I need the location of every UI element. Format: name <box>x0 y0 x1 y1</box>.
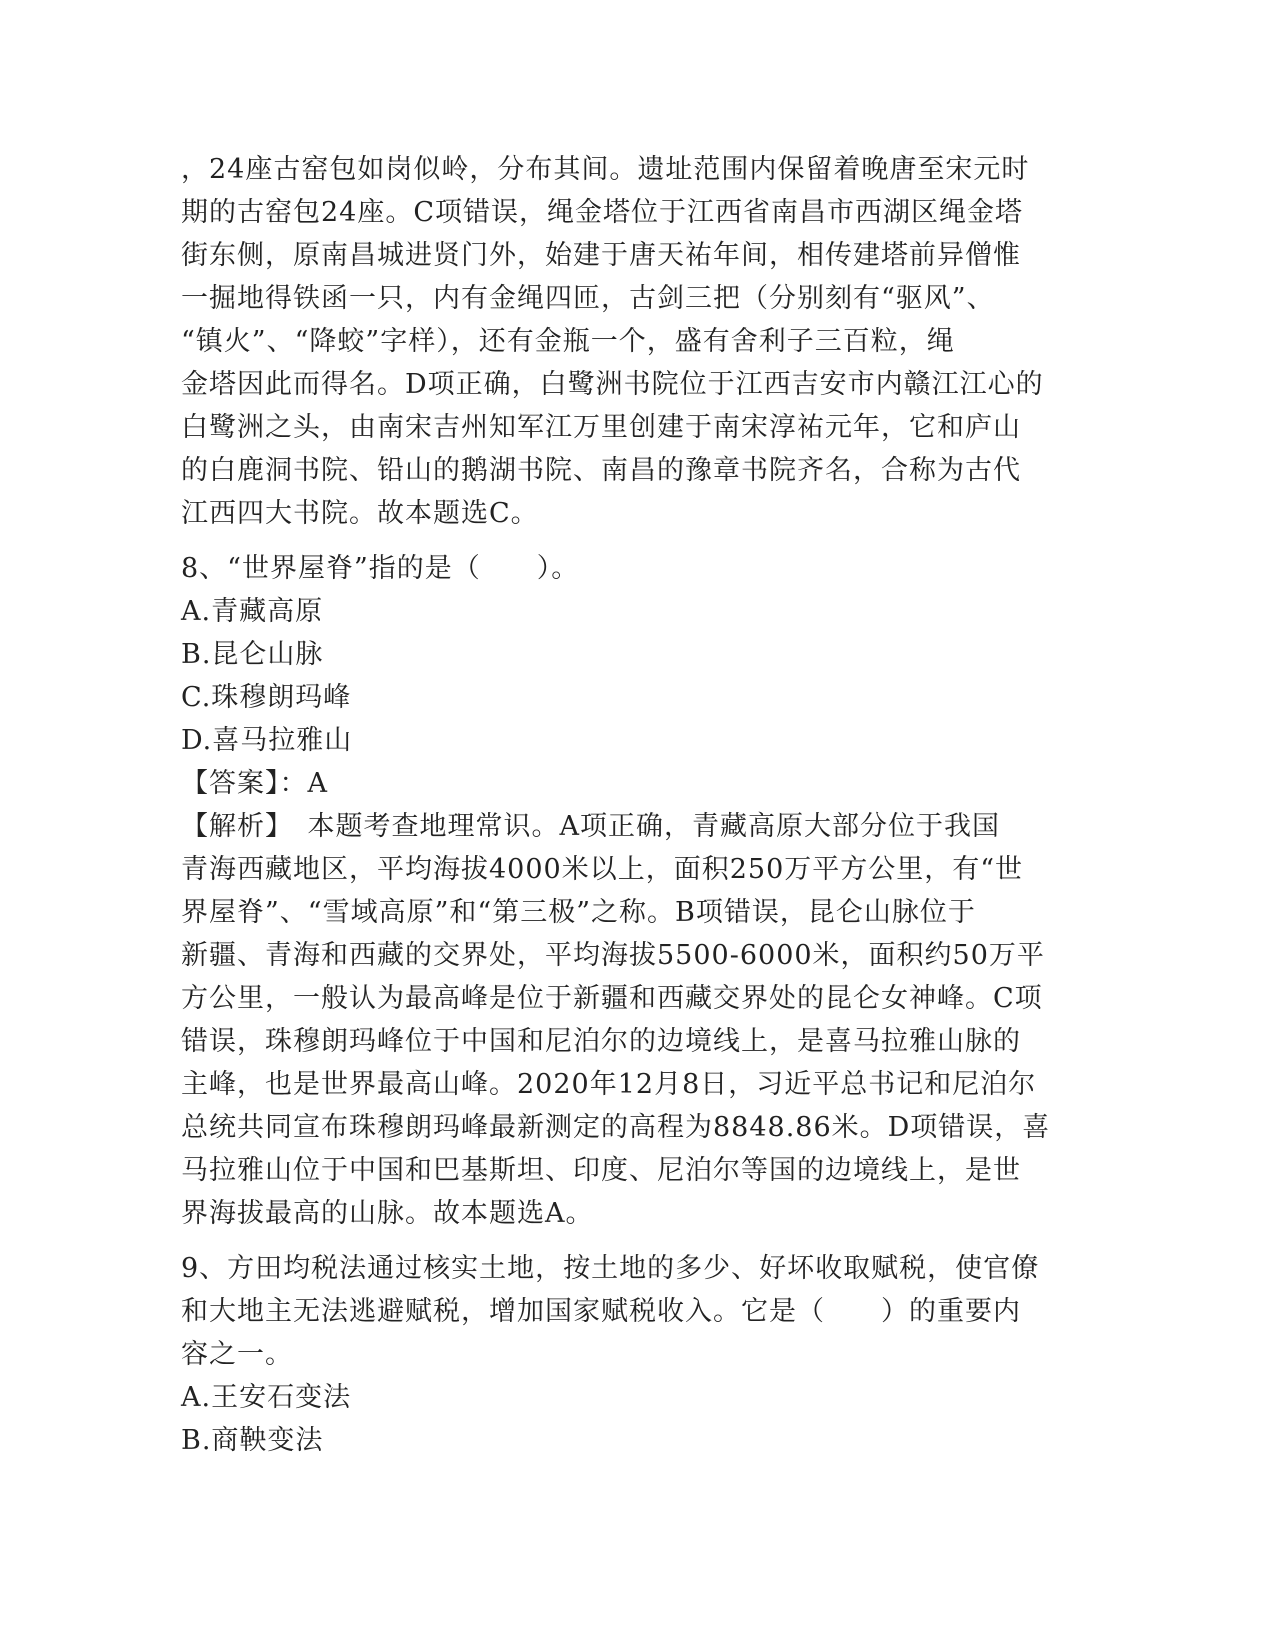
analysis-line: 街东侧，原南昌城进贤门外，始建于唐天祐年间，相传建塔前异僧惟 <box>181 240 1021 271</box>
analysis-line: 一掘地得铁函一只，内有金绳四匝，古剑三把（分别刻有“驱风”、 <box>181 283 995 314</box>
question-stem: 容之一。 <box>181 1339 293 1370</box>
prev-question-analysis <box>181 148 1081 535</box>
analysis-line: 界海拔最高的山脉。故本题选A。 <box>181 1198 594 1229</box>
option-b: B.商鞅变法 <box>181 1425 324 1456</box>
analysis-line: 错误，珠穆朗玛峰位于中国和尼泊尔的边境线上，是喜马拉雅山脉的 <box>181 1026 1021 1057</box>
option-c: C.珠穆朗玛峰 <box>181 682 352 713</box>
option-d: D.喜马拉雅山 <box>181 725 353 756</box>
option-b: B.昆仑山脉 <box>181 639 324 670</box>
analysis-line: 白鹭洲之头，由南宋吉州知军江万里创建于南宋淳祐元年，它和庐山 <box>181 412 1021 443</box>
question-stem: 8、“世界屋脊”指的是（ ）。 <box>181 553 580 584</box>
question-stem: 和大地主无法逃避赋税，增加国家赋税收入。它是（ ）的重要内 <box>181 1296 1021 1327</box>
analysis-line: 总统共同宣布珠穆朗玛峰最新测定的高程为8848.86米。D项错误，喜 <box>181 1112 1051 1143</box>
analysis-line: 方公里，一般认为最高峰是位于新疆和西藏交界处的昆仑女神峰。C项 <box>181 983 1043 1014</box>
analysis-line: 主峰，也是世界最高山峰。2020年12月8日，习近平总书记和尼泊尔 <box>181 1069 1037 1100</box>
analysis-line: 的白鹿洞书院、铅山的鹅湖书院、南昌的豫章书院齐名，合称为古代 <box>181 455 1021 486</box>
analysis-line: “镇火”、“降蛟”字样），还有金瓶一个，盛有舍利子三百粒，绳 <box>181 326 955 357</box>
option-a: A.王安石变法 <box>181 1382 352 1413</box>
analysis-line: 新疆、青海和西藏的交界处，平均海拔5500-6000米，面积约50万平 <box>181 940 1045 971</box>
question-8 <box>181 547 1081 1235</box>
document-page <box>181 148 1081 1462</box>
analysis-line: 金塔因此而得名。D项正确，白鹭洲书院位于江西吉安市内赣江江心的 <box>181 369 1044 400</box>
answer-line: 【答案】：A <box>181 768 328 799</box>
analysis-line: ，24座古窑包如岗似岭，分布其间。遗址范围内保留着晚唐至宋元时 <box>181 154 1030 185</box>
analysis-line: 界屋脊”、“雪域高原”和“第三极”之称。B项错误，昆仑山脉位于 <box>181 897 976 928</box>
analysis-line: 期的古窑包24座。C项错误，绳金塔位于江西省南昌市西湖区绳金塔 <box>181 197 1024 228</box>
analysis-line: 江西四大书院。故本题选C。 <box>181 498 539 529</box>
question-9 <box>181 1247 1081 1462</box>
question-analysis <box>181 805 1081 1235</box>
analysis-line: 青海西藏地区，平均海拔4000米以上，面积250万平方公里，有“世 <box>181 854 1024 885</box>
question-stem: 9、方田均税法通过核实土地，按土地的多少、好坏收取赋税，使官僚 <box>181 1253 1040 1284</box>
option-a: A.青藏高原 <box>181 596 324 627</box>
analysis-line: 马拉雅山位于中国和巴基斯坦、印度、尼泊尔等国的边境线上，是世 <box>181 1155 1021 1186</box>
analysis-line: 【解析】 本题考查地理常识。A项正确，青藏高原大部分位于我国 <box>181 811 1000 842</box>
